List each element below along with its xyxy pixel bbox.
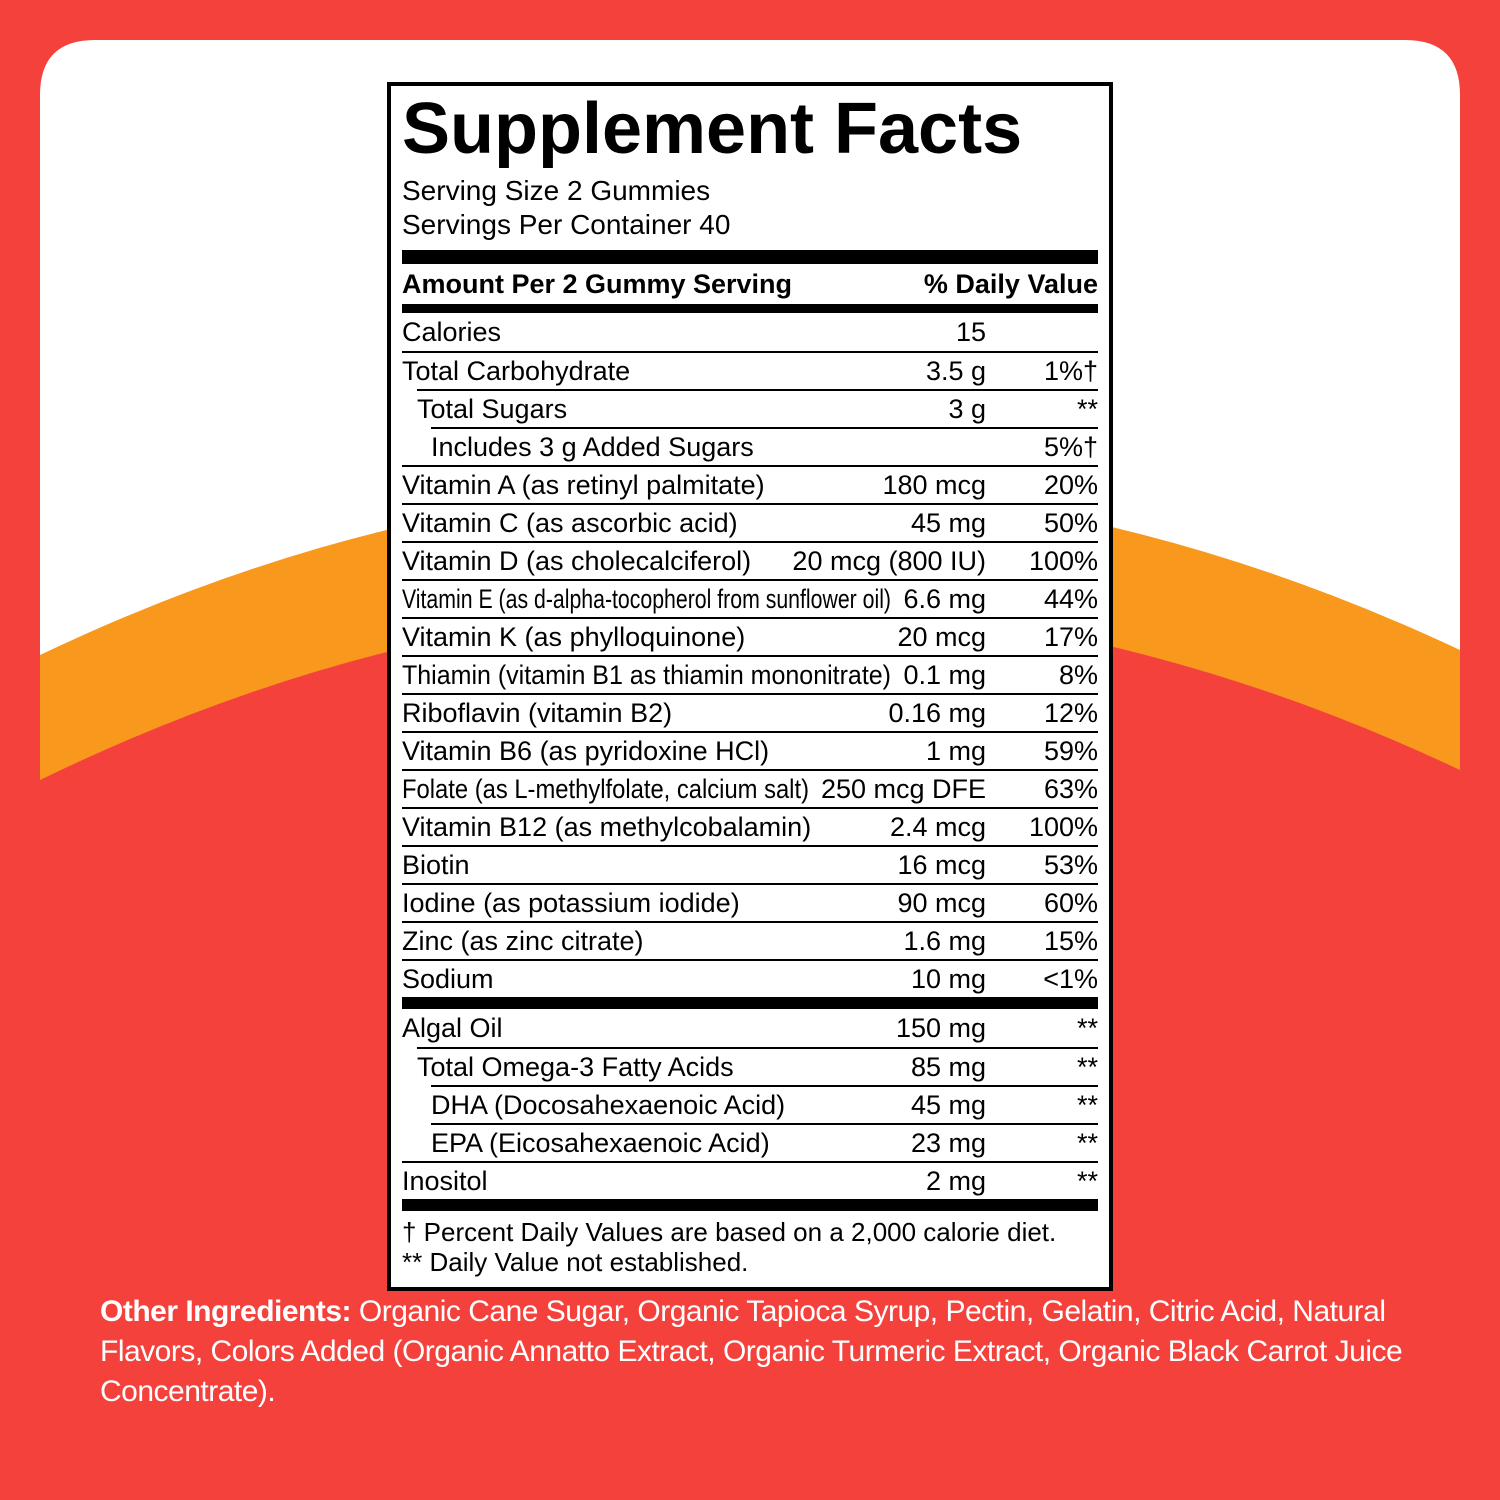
nutrient-name-text: Sodium (402, 963, 494, 994)
column-header-amount-text: Amount Per 2 Gummy Serving (402, 268, 792, 299)
nutrient-row (402, 807, 1098, 845)
nutrient-amount (899, 964, 986, 995)
nutrient-amount (870, 470, 986, 501)
nutrient-amount-text: 20 mcg (897, 621, 986, 652)
nutrient-amount (914, 356, 986, 387)
nutrient-name-text: DHA (Docosahexaenoic Acid) (431, 1089, 786, 1120)
nutrient-amount (809, 774, 986, 805)
nutrient-daily-value-text: 20% (1043, 469, 1098, 500)
nutrient-name (402, 660, 891, 691)
nutrient-name (402, 698, 876, 729)
nutrient-daily-value (1012, 432, 1098, 463)
nutrient-row (417, 389, 1098, 427)
nutrient-daily-value-text: 50% (1043, 507, 1098, 538)
nutrient-amount (884, 1013, 986, 1044)
nutrient-name-text: Vitamin B6 (as pyridoxine HCl) (402, 735, 770, 766)
nutrient-amount (891, 584, 986, 615)
nutrient-row (402, 1161, 1098, 1199)
nutrient-row (402, 351, 1098, 389)
nutrient-name-text: Thiamin (vitamin B1 as thiamin mononitrate) (402, 659, 891, 690)
nutrient-amount-text: 0.1 mg (903, 659, 986, 690)
nutrient-amount-text: 16 mcg (897, 849, 986, 880)
nutrient-amount-text: 10 mg (910, 963, 986, 994)
footnote-daily-value: † Percent Daily Values are based on a 2,000 calorie diet. (402, 1217, 1057, 1247)
nutrient-amount-text: 6.6 mg (903, 583, 986, 614)
nutrient-amount-text: 85 mg (910, 1051, 986, 1082)
nutrient-amount (936, 394, 986, 425)
nutrient-daily-value-text: 17% (1043, 621, 1098, 652)
nutrient-amount-text: 0.16 mg (888, 697, 986, 728)
servings-per-container: Servings Per Container 40 (402, 209, 731, 240)
nutrient-row (431, 1085, 1098, 1123)
nutrient-daily-value-text: ** (1076, 1012, 1098, 1043)
nutrient-amount (885, 622, 986, 653)
nutrient-daily-value-text: 53% (1043, 849, 1098, 880)
nutrient-amount (944, 317, 986, 348)
nutrient-name (402, 812, 878, 843)
nutrient-daily-value-text: 44% (1043, 583, 1098, 614)
nutrient-name (417, 1052, 899, 1083)
nutrient-amount (891, 660, 986, 691)
nutrient-amount (780, 546, 986, 577)
divider-thick-top (402, 250, 1098, 264)
nutrient-daily-value (1012, 508, 1098, 539)
nutrient-row (402, 959, 1098, 997)
nutrient-daily-value (1012, 774, 1098, 805)
nutrient-name (402, 1013, 884, 1044)
supplement-facts-panel (387, 82, 1113, 1291)
nutrient-name-text: Vitamin C (as ascorbic acid) (402, 507, 738, 538)
footnotes (402, 1217, 1098, 1277)
nutrient-name (402, 317, 944, 348)
nutrient-amount (899, 508, 986, 539)
nutrient-row (402, 617, 1098, 655)
nutrient-name (402, 622, 885, 653)
nutrient-row (402, 579, 1098, 617)
nutrient-name (402, 356, 914, 387)
nutrient-row (402, 883, 1098, 921)
nutrient-row (431, 1123, 1098, 1161)
nutrient-name (402, 1166, 914, 1197)
nutrient-row (402, 731, 1098, 769)
serving-size: Serving Size 2 Gummies (402, 175, 711, 206)
other-ingredients (100, 1292, 1452, 1412)
column-header-amount (402, 269, 792, 300)
nutrient-row (402, 655, 1098, 693)
nutrient-daily-value-text: 100% (1028, 811, 1098, 842)
nutrient-row (402, 465, 1098, 503)
nutrient-daily-value (1012, 850, 1098, 881)
footnote-not-established: ** Daily Value not established. (402, 1247, 749, 1277)
nutrient-amount (885, 888, 986, 919)
nutrient-row (402, 769, 1098, 807)
nutrient-amount-text: 23 mg (910, 1127, 986, 1158)
column-header-row (402, 264, 1098, 304)
nutrient-amount-text: 45 mg (910, 507, 986, 538)
nutrient-row (402, 921, 1098, 959)
nutrient-amount (899, 1128, 986, 1159)
nutrient-name-text: Vitamin E (as d-alpha-tocopherol from sunflower oil) (402, 583, 891, 614)
nutrient-row (402, 845, 1098, 883)
nutrient-name-text: Total Omega-3 Fatty Acids (417, 1051, 734, 1082)
nutrient-amount-text: 1 mg (925, 735, 986, 766)
nutrient-name (402, 888, 885, 919)
nutrient-row (402, 1009, 1098, 1047)
nutrient-name-text: Vitamin B12 (as methylcobalamin) (402, 811, 812, 842)
nutrient-name (402, 850, 885, 881)
divider-thick-mid (402, 997, 1098, 1009)
nutrient-daily-value (1012, 1128, 1098, 1159)
nutrient-daily-value-text: 60% (1043, 887, 1098, 918)
nutrient-name (402, 774, 809, 805)
divider-thick-header (402, 304, 1098, 313)
panel-title (402, 89, 1098, 169)
nutrient-daily-value (1012, 888, 1098, 919)
nutrient-amount-text: 90 mcg (897, 887, 986, 918)
divider-thick-bottom (402, 1199, 1098, 1211)
nutrient-daily-value (1012, 964, 1098, 995)
nutrient-rows-omega (402, 1009, 1098, 1199)
nutrient-name (402, 926, 891, 957)
nutrient-name (402, 964, 899, 995)
nutrient-amount-text: 45 mg (910, 1089, 986, 1120)
nutrient-name-text: Inositol (402, 1165, 488, 1196)
nutrient-amount-text: 15 (955, 316, 986, 347)
nutrient-name-text: Zinc (as zinc citrate) (402, 925, 644, 956)
nutrient-amount-text: 3.5 g (925, 355, 986, 386)
nutrient-daily-value-text: 59% (1043, 735, 1098, 766)
nutrient-name-text: Folate (as L-methylfolate, calcium salt) (402, 773, 809, 804)
nutrient-amount-text: 250 mcg DFE (820, 773, 986, 804)
other-ingredients-label: Other Ingredients: (100, 1295, 352, 1328)
nutrient-name (402, 546, 780, 577)
nutrient-name (417, 394, 936, 425)
nutrient-name-text: Iodine (as potassium iodide) (402, 887, 740, 918)
nutrient-name (431, 1090, 899, 1121)
nutrient-daily-value-text: 5%† (1043, 431, 1098, 462)
nutrient-daily-value-text: 100% (1028, 545, 1098, 576)
nutrient-name-text: EPA (Eicosahexaenoic Acid) (431, 1127, 770, 1158)
nutrient-daily-value-text: ** (1076, 1165, 1098, 1196)
nutrient-amount (899, 1052, 986, 1083)
nutrient-amount (914, 1166, 986, 1197)
nutrient-amount (891, 926, 986, 957)
nutrient-row (431, 427, 1098, 465)
nutrient-name-text: Total Carbohydrate (402, 355, 631, 386)
nutrient-daily-value-text: 63% (1043, 773, 1098, 804)
nutrient-daily-value (1012, 546, 1098, 577)
nutrient-amount-text: 2.4 mcg (889, 811, 986, 842)
nutrient-name (402, 508, 899, 539)
nutrient-amount (878, 812, 986, 843)
nutrient-daily-value (1012, 1166, 1098, 1197)
nutrient-daily-value (1012, 660, 1098, 691)
nutrient-daily-value-text: 15% (1043, 925, 1098, 956)
nutrient-daily-value (1012, 1013, 1098, 1044)
nutrient-amount (914, 736, 986, 767)
panel-title-text: Supplement Facts (402, 89, 1023, 169)
column-header-daily-value: % Daily Value (923, 268, 1098, 299)
nutrient-name (431, 432, 974, 463)
nutrient-daily-value (1012, 926, 1098, 957)
nutrient-daily-value-text: 8% (1058, 659, 1098, 690)
nutrient-amount (876, 698, 986, 729)
nutrient-amount-text: 3 g (948, 393, 986, 424)
nutrient-daily-value (1012, 470, 1098, 501)
nutrient-name (431, 1128, 899, 1159)
nutrient-daily-value-text: <1% (1043, 963, 1098, 994)
nutrient-daily-value (1012, 356, 1098, 387)
nutrient-daily-value-text: ** (1076, 1127, 1098, 1158)
nutrient-amount-text: 2 mg (925, 1165, 986, 1196)
nutrient-row (402, 503, 1098, 541)
nutrient-amount-text: 150 mg (895, 1012, 986, 1043)
nutrient-daily-value-text: 1%† (1043, 355, 1098, 386)
nutrient-row (402, 313, 1098, 351)
nutrient-daily-value-text: ** (1076, 393, 1098, 424)
nutrient-amount-text: 180 mcg (882, 469, 986, 500)
nutrient-amount (899, 1090, 986, 1121)
nutrient-name-text: Vitamin A (as retinyl palmitate) (402, 469, 765, 500)
nutrient-row (417, 1047, 1098, 1085)
nutrient-row (402, 693, 1098, 731)
nutrient-daily-value (1012, 622, 1098, 653)
nutrient-name-text: Biotin (402, 849, 470, 880)
nutrient-name (402, 584, 891, 615)
nutrient-daily-value (1012, 698, 1098, 729)
nutrient-daily-value (1012, 394, 1098, 425)
nutrient-rows-main (402, 313, 1098, 997)
nutrient-daily-value-text: 12% (1043, 697, 1098, 728)
nutrient-daily-value (1012, 1052, 1098, 1083)
nutrient-amount-text: 1.6 mg (903, 925, 986, 956)
nutrient-name-text: Vitamin K (as phylloquinone) (402, 621, 746, 652)
nutrient-daily-value (1012, 584, 1098, 615)
nutrient-daily-value (1012, 736, 1098, 767)
nutrient-daily-value-text: ** (1076, 1089, 1098, 1120)
nutrient-name-text: Includes 3 g Added Sugars (431, 431, 754, 462)
nutrient-amount-text: 20 mcg (800 IU) (792, 545, 986, 576)
nutrient-name-text: Calories (402, 316, 502, 347)
nutrient-name (402, 470, 870, 501)
nutrient-daily-value (1012, 812, 1098, 843)
nutrient-name (402, 736, 914, 767)
nutrient-amount (885, 850, 986, 881)
nutrient-daily-value-text: ** (1076, 1051, 1098, 1082)
nutrient-daily-value (1012, 1090, 1098, 1121)
nutrient-name-text: Algal Oil (402, 1012, 503, 1043)
nutrient-row (402, 541, 1098, 579)
nutrient-name-text: Vitamin D (as cholecalciferol) (402, 545, 752, 576)
nutrient-name-text: Total Sugars (417, 393, 568, 424)
nutrient-name-text: Riboflavin (vitamin B2) (402, 697, 673, 728)
other-ingredients-text: Organic Cane Sugar, Organic Tapioca Syrup, Pectin, Gelatin, Citric Acid, Natural Flavors, Colors Added (Organic Annatto Extract, Organic Turmeric Extract, Organic Black Carrot Juice Concentrate). (100, 1295, 1403, 1408)
